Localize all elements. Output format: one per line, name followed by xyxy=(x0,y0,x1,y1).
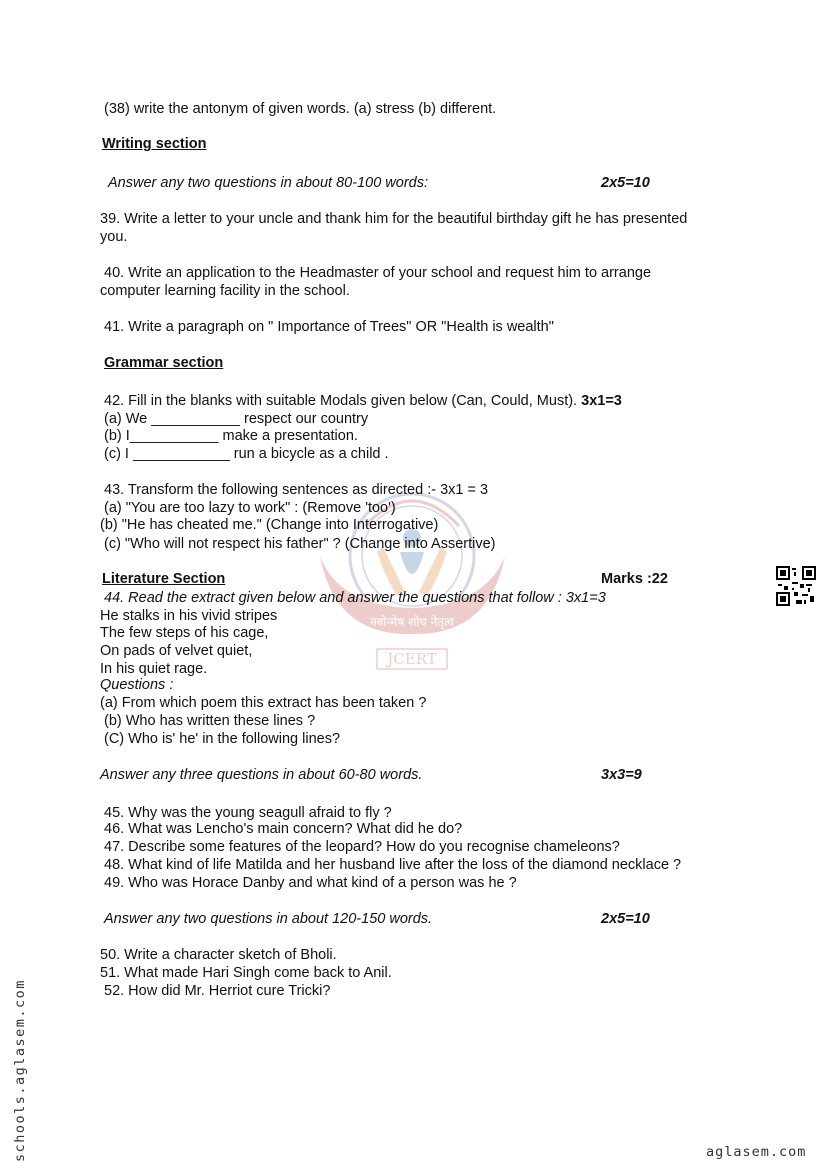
question-44-a: (a) From which poem this extract has been taken ? xyxy=(100,695,427,711)
question-50: 50. Write a character sketch of Bholi. xyxy=(100,947,337,963)
question-51: 51. What made Hari Singh come back to Anil. xyxy=(100,965,392,981)
question-49: 49. Who was Horace Danby and what kind of a person was he ? xyxy=(104,875,517,891)
question-39-line-2: you. xyxy=(100,229,128,245)
questions-label: Questions : xyxy=(100,677,174,693)
question-44-c: (C) Who is' he' in the following lines? xyxy=(104,731,341,747)
literature-marks: Marks :22 xyxy=(601,571,668,587)
question-46: 46. What was Lencho's main concern? What did he do? xyxy=(104,821,463,837)
question-42-marks: 3x1=3 xyxy=(581,393,622,409)
question-43-a: (a) "You are too lazy to work" : (Remove 'too') xyxy=(104,500,396,516)
writing-instruction: Answer any two questions in about 80-100 words: xyxy=(108,175,428,191)
question-40-line-1: 40. Write an application to the Headmaster of your school and request him to arrange xyxy=(104,265,652,281)
question-42-b: (b) I___________ make a presentation. xyxy=(104,428,358,444)
watermark-hindi-text: नवोन्मेष शोध नेतृत्व xyxy=(370,615,454,629)
poem-line: In his quiet rage. xyxy=(100,661,208,677)
question-42-a: (a) We ___________ respect our country xyxy=(104,411,369,427)
question-42-text: 42. Fill in the blanks with suitable Modals given below (Can, Could, Must). xyxy=(104,393,578,409)
qr-code-icon xyxy=(776,566,816,606)
question-43-b: (b) "He has cheated me." (Change into Interrogative) xyxy=(100,517,439,533)
question-52: 52. How did Mr. Herriot cure Tricki? xyxy=(104,983,331,999)
question-42 xyxy=(104,392,622,410)
question-45: 45. Why was the young seagull afraid to fly ? xyxy=(104,805,392,821)
question-42-c: (c) I ____________ run a bicycle as a child . xyxy=(104,446,389,462)
short-answer-instruction: Answer any three questions in about 60-80 words. xyxy=(100,767,423,783)
writing-marks: 2x5=10 xyxy=(601,175,650,191)
footer-watermark-text: aglasem.com xyxy=(706,1144,807,1160)
question-48: 48. What kind of life Matilda and her husband live after the loss of the diamond necklace ? xyxy=(104,857,682,873)
watermark-latin-text: JCERT xyxy=(387,650,437,668)
long-answer-marks: 2x5=10 xyxy=(601,911,650,927)
short-answer-marks: 3x3=9 xyxy=(601,767,642,783)
long-answer-instruction: Answer any two questions in about 120-150 words. xyxy=(104,911,433,927)
question-40-line-2: computer learning facility in the school. xyxy=(100,283,350,299)
poem-line: On pads of velvet quiet, xyxy=(100,643,253,659)
poem-line: The few steps of his cage, xyxy=(100,625,269,641)
question-47: 47. Describe some features of the leopard? How do you recognise chameleons? xyxy=(104,839,620,855)
question-39-line-1: 39. Write a letter to your uncle and thank him for the beautiful birthday gift he has presented xyxy=(100,211,688,227)
writing-section-heading: Writing section xyxy=(102,136,207,152)
question-43-c: (c) "Who will not respect his father" ? (Change into Assertive) xyxy=(104,536,496,552)
poem-line: He stalks in his vivid stripes xyxy=(100,608,278,624)
question-38: (38) write the antonym of given words. (a) stress (b) different. xyxy=(104,101,497,117)
question-44-b: (b) Who has written these lines ? xyxy=(104,713,316,729)
literature-section-heading: Literature Section xyxy=(102,571,226,587)
question-43: 43. Transform the following sentences as directed :- 3x1 = 3 xyxy=(104,482,489,498)
side-watermark-text: schools.aglasem.com xyxy=(12,979,28,1162)
question-44: 44. Read the extract given below and answer the questions that follow : 3x1=3 xyxy=(104,590,606,606)
question-41: 41. Write a paragraph on " Importance of Trees" OR "Health is wealth" xyxy=(104,319,554,335)
grammar-section-heading: Grammar section xyxy=(104,355,224,371)
